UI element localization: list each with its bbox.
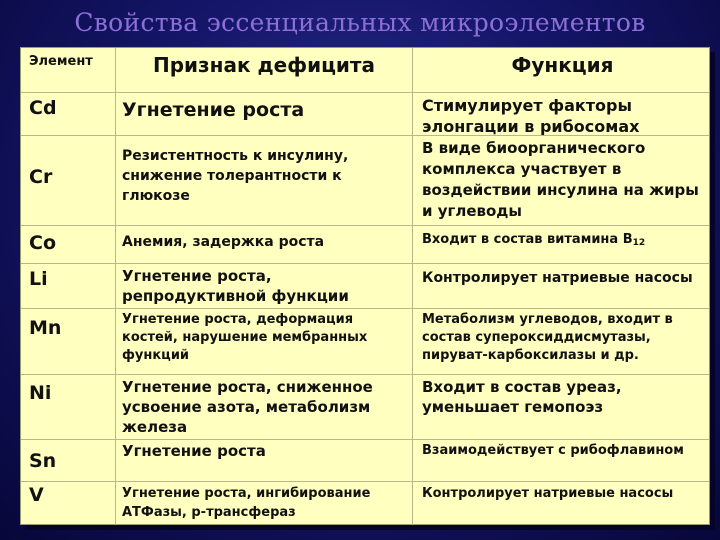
table-row [21,135,709,226]
deficit-cell: Угнетение роста [116,93,413,136]
function-subscript: 12 [632,238,646,248]
deficit-cell: Анемия, задержка роста [116,226,413,264]
deficit-cell: Угнетение роста, деформация костей, нарушение мембранных функций [116,309,413,375]
element-cell: Li [21,264,116,309]
function-cell: Взаимодействует с рибофлавином [422,443,684,458]
function-cell [413,226,709,264]
function-cell: Метаболизм углеводов, входит в состав супероксиддисмутазы, пируват-карбоксилазы и др. [422,312,673,363]
function-text: Входит в состав витамина B [422,232,633,247]
table-row [21,374,709,440]
table-row [21,92,709,136]
element-cell: Cd [21,93,116,136]
table-row [21,439,709,482]
table-row [21,263,709,309]
function-cell: Стимулирует факторы элонгации в рибосомах [422,96,640,136]
function-cell: Контролирует натриевые насосы [422,270,693,286]
function-cell: В виде биоорганического комплекса участвует в воздействии инсулина на жиры и углеводы [422,139,699,220]
deficit-cell: Угнетение роста, сниженное усвоение азота, метаболизм железа [116,375,413,440]
function-cell: Контролирует натриевые насосы [422,486,674,501]
elements-table [20,47,710,525]
slide-title: Свойства эссенциальных микроэлементов [74,8,646,37]
element-cell: Sn [21,440,116,482]
table-row [21,481,709,525]
deficit-cell: Резистентность к инсулину, снижение толерантности к глюкозе [116,136,413,226]
deficit-cell: Угнетение роста [116,440,413,482]
element-cell: V [21,482,116,525]
element-cell: Co [21,226,116,264]
table-row [21,225,709,264]
header-function: Функция [511,53,614,77]
table-row [21,308,709,375]
element-cell: Cr [21,136,116,226]
header-deficit: Признак дефицита [116,48,413,92]
function-cell: Входит в состав уреаз, уменьшает гемопоэз [422,378,622,416]
deficit-cell: Угнетение роста, ингибирование АТФазы, р-трансфераз [116,482,413,525]
element-cell: Ni [21,375,116,440]
header-element: Элемент [21,48,116,92]
element-cell: Mn [21,309,116,375]
deficit-cell: Угнетение роста, репродуктивной функции [116,264,413,309]
table-header-row [21,48,709,92]
